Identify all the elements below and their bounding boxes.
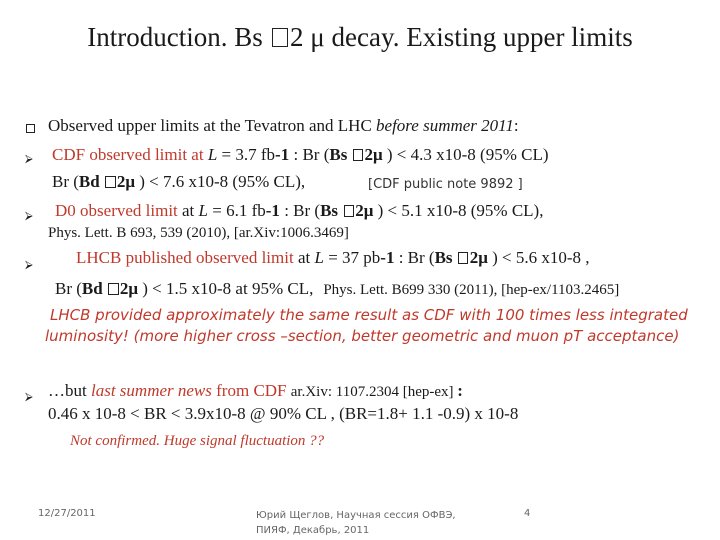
cdf-label: CDF observed limit at [52, 145, 208, 164]
arrow-bullet-icon: ⮚ [25, 258, 33, 271]
arrow-bullet-icon: ⮚ [25, 152, 33, 165]
lhcb-bd-tail: ) < 1.5 x10-8 at 95% CL, [138, 279, 314, 298]
lhcb-br: : Br ( [394, 248, 435, 267]
lhcb-bd-2mu: 2μ [119, 279, 139, 298]
footer-author-line2: ПИЯФ, Декабрь, 2011 [256, 525, 370, 536]
summer-reference: ar.Xiv: 1107.2304 [hep-ex] [290, 384, 458, 400]
intro-tail: : [513, 116, 519, 135]
summer-cdf: CDF [253, 381, 291, 400]
d0-br: : Br ( [279, 201, 321, 220]
lhcb-bd: Bd [81, 279, 107, 298]
d0-bs: Bs [320, 201, 343, 220]
lhcb-note-line1: LHCB provided approximately the same result as CDF with 100 times less integrated [50, 306, 688, 324]
cdf-2mu: 2μ [364, 145, 383, 164]
cdf-bd-pre: Br ( [52, 172, 79, 191]
intro-line [48, 116, 519, 136]
missing-glyph-box-icon [272, 28, 288, 47]
missing-glyph-box-icon [353, 149, 363, 161]
cdf-bd: Bd [78, 172, 104, 191]
lhcb-bs: Bs [434, 248, 457, 267]
d0-exp: -1 [265, 201, 280, 220]
intro-emphasis: before summer 2011 [376, 116, 514, 135]
lhcb-exp: -1 [380, 248, 395, 267]
summer-note: Not confirmed. Huge signal fluctuation ?? [70, 433, 325, 449]
summer-italic: last summer news [90, 381, 217, 400]
title-part1: Introduction. Bs [87, 22, 270, 52]
footer-page-number: 4 [524, 508, 531, 519]
lhcb-reference: Phys. Lett. B699 330 (2011), [hep-ex/1103.2465] [323, 282, 620, 298]
lhcb-line1 [76, 248, 590, 268]
title-part2: 2 μ decay. Existing upper limits [290, 22, 633, 52]
arrow-bullet-icon: ⮚ [25, 390, 33, 403]
summer-pre: …but [48, 381, 91, 400]
summer-colon: : [457, 381, 463, 400]
summer-line2: 0.46 x 10-8 < BR < 3.9x10-8 @ 90% CL , (BR=1.8+ 1.1 -0.9) x 10-8 [48, 404, 519, 423]
square-bullet-icon [26, 124, 35, 133]
cdf-bs: Bs [329, 145, 352, 164]
footer-author-line1: Юрий Щеглов, Научная сессия ОФВЭ, [256, 510, 456, 521]
lhcb-note-line2: luminosity! (more higher cross –section, better geometric and muon pT acceptance) [45, 327, 680, 345]
cdf-bd-tail: ) < 7.6 x10-8 (95% CL), [135, 172, 306, 191]
cdf-L: L [207, 145, 218, 164]
summer-from: from [216, 381, 254, 400]
cdf-line1 [52, 145, 549, 165]
intro-text: Observed upper limits at the Tevatron and LHC [48, 116, 377, 135]
cdf-tail: ) < 4.3 x10-8 (95% CL) [382, 145, 549, 164]
cdf-lumi: = 3.7 fb [217, 145, 276, 164]
missing-glyph-box-icon [458, 252, 468, 264]
d0-reference: Phys. Lett. B 693, 539 (2010), [ar.Xiv:1006.3469] [48, 225, 349, 241]
lhcb-2mu: 2μ [469, 248, 488, 267]
lhcb-label: LHCB published observed limit [76, 248, 294, 267]
footer-author [256, 508, 456, 538]
arrow-bullet-icon: ⮚ [25, 209, 33, 222]
footer-date: 12/27/2011 [38, 508, 96, 519]
missing-glyph-box-icon [344, 205, 354, 217]
cdf-br: : Br ( [289, 145, 330, 164]
lhcb-lumi: = 37 pb [323, 248, 381, 267]
d0-2mu: 2μ [355, 201, 374, 220]
slide-title [0, 22, 720, 53]
d0-tail: ) < 5.1 x10-8 (95% CL), [373, 201, 544, 220]
missing-glyph-box-icon [108, 283, 118, 295]
d0-at: at [177, 201, 199, 220]
lhcb-line2 [55, 279, 619, 299]
cdf-line2 [52, 172, 305, 192]
cdf-bd-2mu: 2μ [116, 172, 136, 191]
d0-L: L [198, 201, 209, 220]
lhcb-L: L [314, 248, 324, 267]
lhcb-bd-pre: Br ( [55, 279, 82, 298]
lhcb-tail: ) < 5.6 x10-8 , [487, 248, 590, 267]
summer-line1 [48, 381, 463, 401]
cdf-note: [CDF public note 9892 ] [368, 177, 523, 192]
d0-label: D0 observed limit [55, 201, 178, 220]
d0-lumi: = 6.1 fb [208, 201, 266, 220]
cdf-exp: -1 [275, 145, 290, 164]
lhcb-at: at [293, 248, 315, 267]
d0-line1 [55, 201, 543, 221]
missing-glyph-box-icon [105, 176, 115, 188]
